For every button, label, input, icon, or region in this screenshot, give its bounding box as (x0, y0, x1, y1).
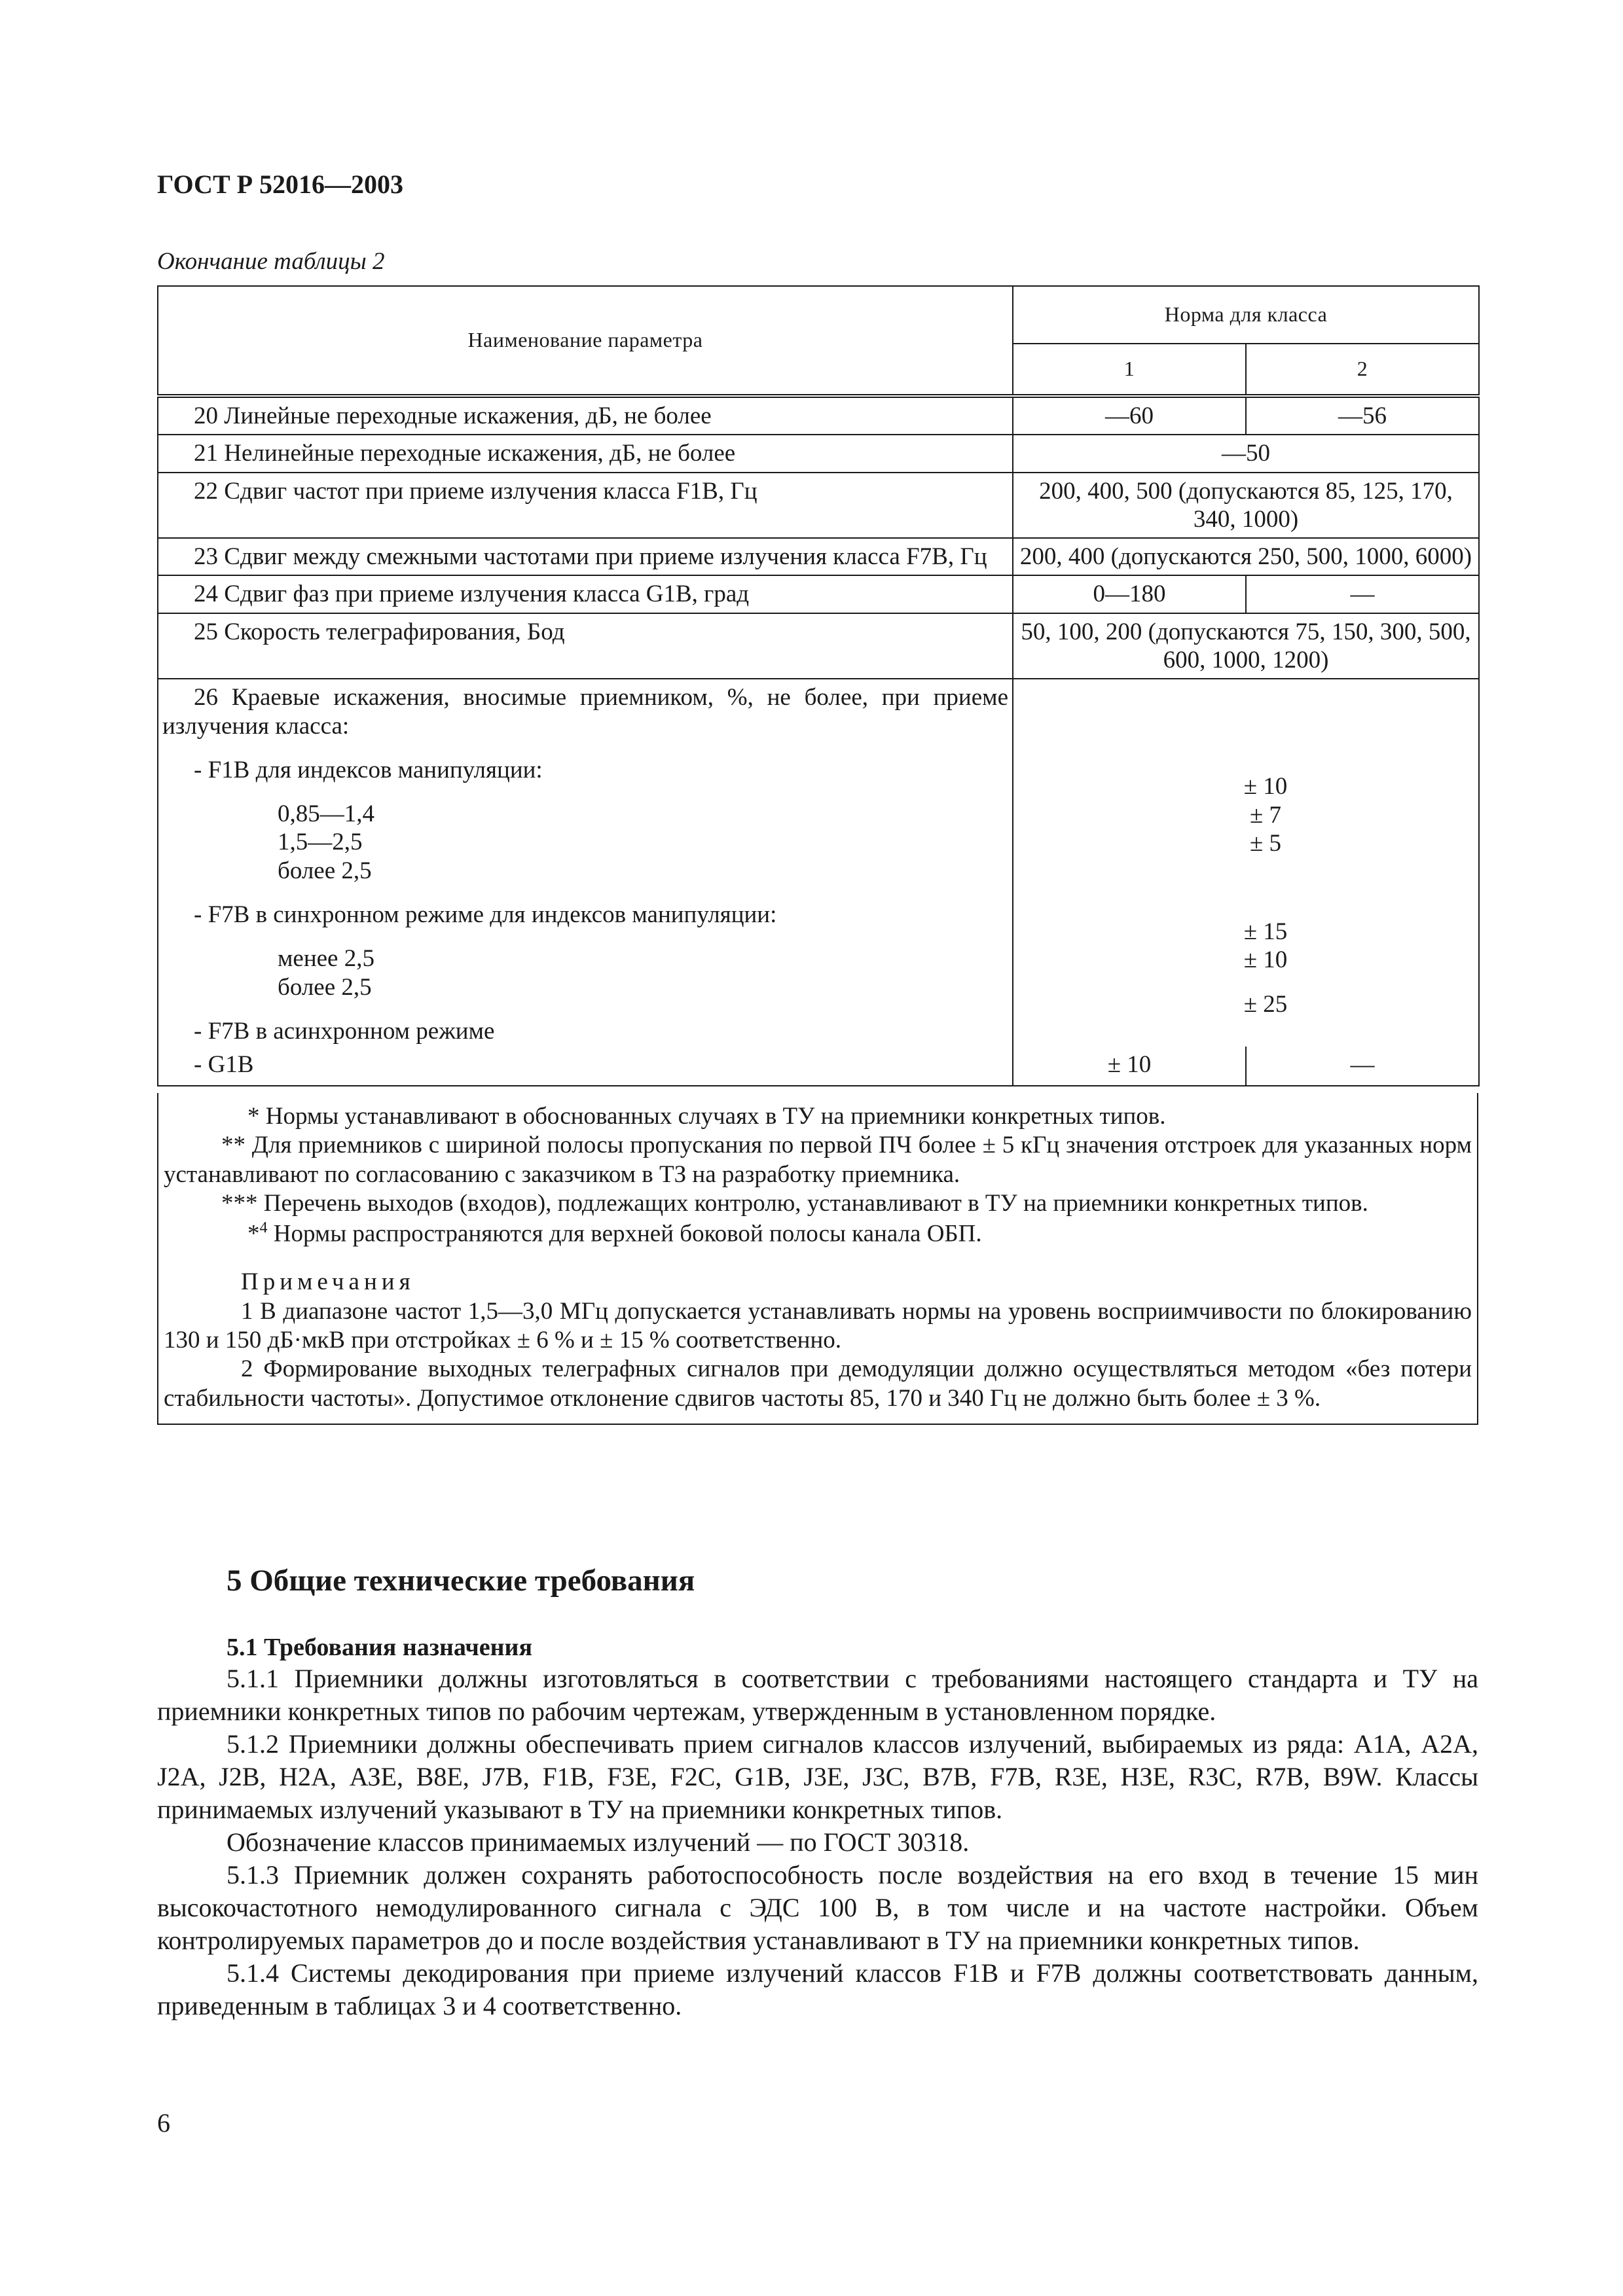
note-item: 1 В диапазоне частот 1,5—3,0 МГц допускается устанавливать нормы на уровень восприимчивости по блокированию 130 и 150 дБ·мкВ при отстройках ± 6 % и ± 15 % соответственно. (164, 1297, 1472, 1354)
column-header-class-2: 2 (1246, 344, 1479, 396)
paragraph: 5.1.1 Приемники должны изготовляться в соответствии с требованиями настоящего стандарта и ТУ на приемники конкретных типов по рабочим чертежам, утвержденным в установленном порядке. (157, 1664, 1478, 1726)
parameter-name: 25 Скорость телеграфирования, Бод (158, 613, 1013, 679)
f1b-index-1: 0,85—1,4 (278, 800, 374, 828)
g1b-label: - G1B (194, 1051, 254, 1079)
norm-class-1: 0—180 (1013, 575, 1246, 613)
paragraph: 5.1.4 Системы декодирования при приеме излучений классов F1B и F7B должны соответствовать данным, приведенным в таблицах 3 и 4 соответственно. (157, 1958, 1478, 2020)
table-row-26 (158, 679, 1479, 1047)
norm-both-classes: 200, 400, 500 (допускаются 85, 125, 170, 340, 1000) (1013, 473, 1479, 539)
f7b-sync-value-2: ± 10 (1243, 946, 1288, 974)
footnote-text: Нормы распространяются для верхней боковой полосы канала ОБП. (273, 1219, 982, 1247)
paragraph: 5.1.2 Приемники должны обеспечивать прием сигналов классов излучений, выбираемых из ряда: А1А, А2А, J2A, J2B, Н2А, АЗЕ, В8Е, J7B, F1B, F3E, F2C, G1B, J3E, J3C, В7В, F7B, R3E, НЗЕ, R3C, R7B, B9W. Классы принимаемых излучений указывают в ТУ на приемники конкретных типов. (157, 1729, 1478, 1824)
edge-distortion-title: 26 Краевые искажения, вносимые приемником, %, не более, при приеме излучения класса: (162, 684, 1008, 740)
edge-distortion-values (1013, 679, 1479, 1047)
note-item: 2 Формирование выходных телеграфных сигналов при демодуляции должно осуществляться методом «без потери стабильности частоты». Допустимое отклонение сдвигов частоты 85, 170 и 340 Гц не должно быть более ± 3 %. (164, 1355, 1472, 1412)
norm-class-1: —60 (1013, 396, 1246, 435)
f1b-value-2: ± 7 (1249, 801, 1282, 829)
footnote-text: Перечень выходов (входов), подлежащих контролю, устанавливают в ТУ на приемники конкретных типов. (263, 1190, 1368, 1217)
parameter-name: 22 Сдвиг частот при приеме излучения класса F1B, Гц (158, 473, 1013, 539)
f7b-sync-label: - F7B в синхронном режиме для индексов манипуляции: (194, 901, 777, 928)
table-row (158, 613, 1479, 679)
norm-class-2: — (1246, 575, 1479, 613)
f1b-value-1: ± 10 (1243, 773, 1288, 800)
f7b-sync-index-2: более 2,5 (278, 973, 372, 1001)
edge-distortion-block (158, 679, 1013, 1047)
paragraph: Обозначение классов принимаемых излучений — по ГОСТ 30318. (227, 1827, 970, 1857)
f7b-async-label: - F7B в асинхронном режиме (194, 1017, 495, 1045)
f7b-sync-index-1: менее 2,5 (278, 945, 374, 973)
footnote-mark: ** (221, 1132, 246, 1159)
column-header-class-1: 1 (1013, 344, 1246, 396)
footnote-text: Для приемников с шириной полосы пропускания по первой ПЧ более ± 5 кГц значения отстроек для указанных норм устанавливают по согласованию с заказчиком в ТЗ на разработку приемника. (164, 1132, 1472, 1188)
footnote-mark: * (247, 1103, 260, 1130)
table-row-26-g1b (158, 1047, 1479, 1086)
section-title: 5 Общие технические требования (227, 1564, 695, 1598)
f1b-index-2: 1,5—2,5 (278, 829, 363, 856)
section-body (157, 1662, 1478, 2022)
table-caption: Окончание таблицы 2 (157, 248, 385, 275)
f7b-async-value: ± 25 (1243, 990, 1288, 1018)
footnote-mark-sup: 4 (259, 1219, 268, 1236)
table-row (158, 435, 1479, 472)
f7b-sync-value-1: ± 15 (1243, 918, 1288, 946)
g1b-label-cell (158, 1047, 1013, 1086)
parameter-name: 23 Сдвиг между смежными частотами при приеме излучения класса F7B, Гц (158, 538, 1013, 575)
subsection-title: 5.1 Требования назначения (227, 1634, 533, 1661)
g1b-class-2: — (1246, 1047, 1479, 1086)
page-number: 6 (157, 2108, 170, 2138)
table-row (158, 538, 1479, 575)
parameter-name: 20 Линейные переходные искажения, дБ, не более (158, 396, 1013, 435)
parameter-name: 21 Нелинейные переходные искажения, дБ, не более (158, 435, 1013, 472)
norm-both-classes: 200, 400 (допускаются 250, 500, 1000, 6000) (1013, 538, 1479, 575)
table-row (158, 396, 1479, 435)
table-header-row (158, 286, 1479, 344)
f1b-label: - F1B для индексов манипуляции: (194, 756, 543, 783)
table-row (158, 575, 1479, 613)
table-footnotes (157, 1093, 1478, 1425)
footnote-mark: * (247, 1219, 260, 1247)
parameters-table (157, 285, 1480, 1086)
f1b-index-3: более 2,5 (278, 857, 372, 884)
norm-both-classes: —50 (1013, 435, 1479, 472)
column-header-parameter: Наименование параметра (158, 286, 1013, 396)
notes-title: Примечания (241, 1268, 415, 1296)
f1b-value-3: ± 5 (1249, 829, 1282, 857)
parameter-name: 24 Сдвиг фаз при приеме излучения класса G1B, град (158, 575, 1013, 613)
g1b-class-1: ± 10 (1013, 1047, 1246, 1086)
norm-both-classes: 50, 100, 200 (допускаются 75, 150, 300, 500, 600, 1000, 1200) (1013, 613, 1479, 679)
column-header-norm: Норма для класса (1013, 286, 1479, 344)
table-row (158, 473, 1479, 539)
footnote-text: Нормы устанавливают в обоснованных случаях в ТУ на приемники конкретных типов. (265, 1103, 1166, 1130)
footnote-mark: *** (221, 1190, 258, 1217)
document-id: ГОСТ Р 52016—2003 (157, 170, 404, 199)
paragraph: 5.1.3 Приемник должен сохранять работоспособность после воздействия на его вход в течение 15 мин высокочастотного немодулированного сигнала с ЭДС 100 В, в том числе и на частоте настройки. Объем контролируемых параметров до и после воздействия устанавливают в ТУ на приемники конкретных типов. (157, 1860, 1478, 1955)
norm-class-2: —56 (1246, 396, 1479, 435)
